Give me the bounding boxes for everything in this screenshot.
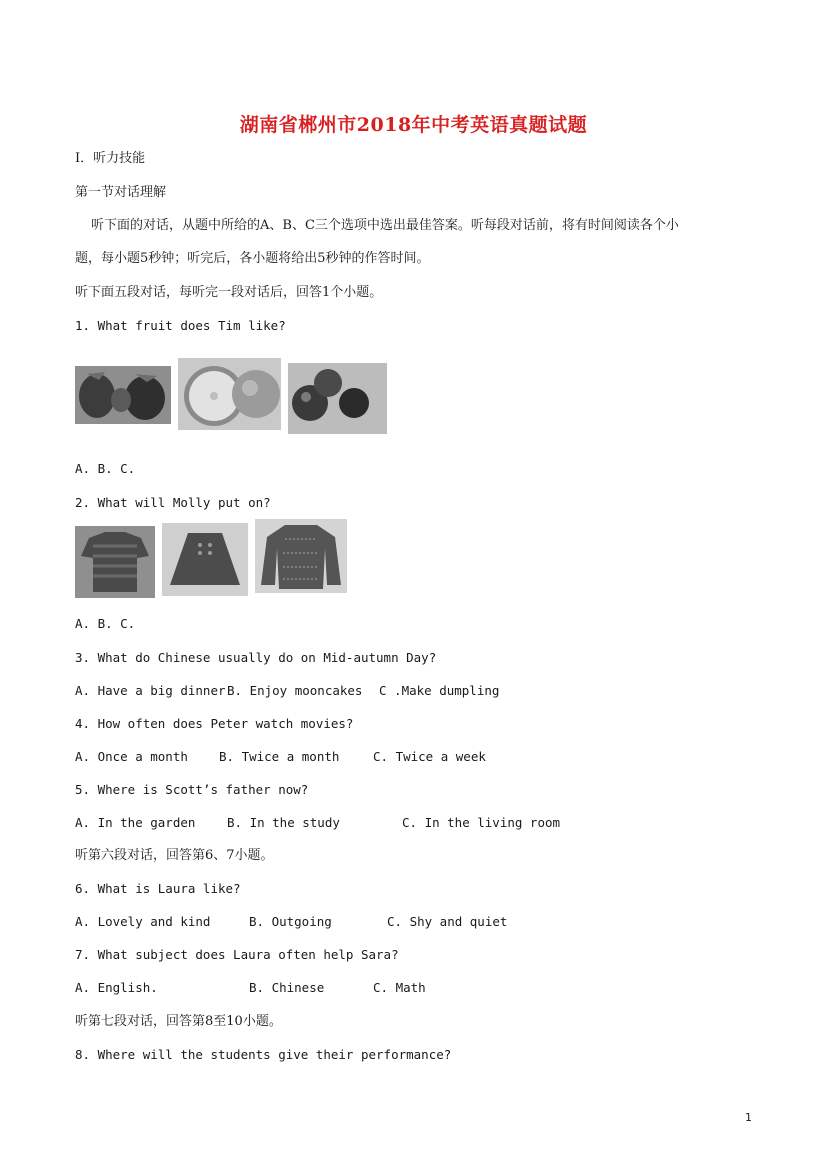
apples-image [288, 363, 387, 434]
question-2-options: A. B. C. [75, 616, 136, 631]
sweater-image [255, 519, 347, 593]
instruction-line-2: 题，每小题5秒钟；听完后，各小题将给出5秒钟的作答时间。 [75, 251, 430, 266]
question-7-options [75, 979, 426, 997]
question-8: 8. Where will the students give their performance? [75, 1047, 452, 1062]
instruction-line-5: 听第七段对话，回答第8至10小题。 [75, 1014, 282, 1029]
section-heading: I．听力技能 [75, 151, 146, 166]
page-number: 1 [745, 1111, 752, 1124]
shirt-image [75, 526, 155, 598]
question-1-options: A. B. C. [75, 461, 136, 476]
question-4-options [75, 748, 486, 766]
option-b: B. In the study [227, 815, 340, 830]
option-b: B. Outgoing [249, 914, 332, 929]
option-c: C. Shy and quiet [387, 914, 508, 929]
question-3-options [75, 682, 499, 700]
option-c: C. Twice a week [373, 749, 486, 764]
question-6: 6. What is Laura like? [75, 881, 241, 896]
question-4: 4. How often does Peter watch movies? [75, 716, 354, 731]
instruction-line-1: 听下面的对话，从题中所给的A、B、C三个选项中选出最佳答案。听每段对话前，将有时间阅读各个小 [91, 218, 679, 233]
option-c: C .Make dumpling [379, 683, 500, 698]
option-c: C. Math [373, 980, 426, 995]
option-c: C. In the living room [402, 815, 561, 830]
option-a: A. Once a month [75, 749, 188, 764]
option-a: A. Have a big dinner [75, 683, 226, 698]
question-1: 1. What fruit does Tim like? [75, 318, 286, 333]
part-heading: 第一节对话理解 [75, 185, 167, 200]
instruction-line-3: 听下面五段对话，每听完一段对话后，回答1个小题。 [75, 285, 383, 300]
question-5-options [75, 814, 560, 832]
question-6-options [75, 913, 507, 931]
skirt-image [162, 523, 248, 596]
strawberries-image [75, 366, 171, 424]
option-a: A. In the garden [75, 815, 196, 830]
question-2: 2. What will Molly put on? [75, 495, 271, 510]
option-b: B. Enjoy mooncakes [227, 683, 363, 698]
instruction-line-4: 听第六段对话，回答第6、7小题。 [75, 848, 274, 863]
option-a: A. English. [75, 980, 158, 995]
question-3: 3. What do Chinese usually do on Mid-autumn Day? [75, 650, 437, 665]
option-b: B. Twice a month [219, 749, 340, 764]
orange-image [178, 358, 281, 430]
page-title: 湖南省郴州市2018年中考英语真题试题 [239, 114, 588, 136]
question-7: 7. What subject does Laura often help Sara? [75, 947, 399, 962]
option-b: B. Chinese [249, 980, 325, 995]
option-a: A. Lovely and kind [75, 914, 211, 929]
question-5: 5. Where is Scott’s father now? [75, 782, 309, 797]
